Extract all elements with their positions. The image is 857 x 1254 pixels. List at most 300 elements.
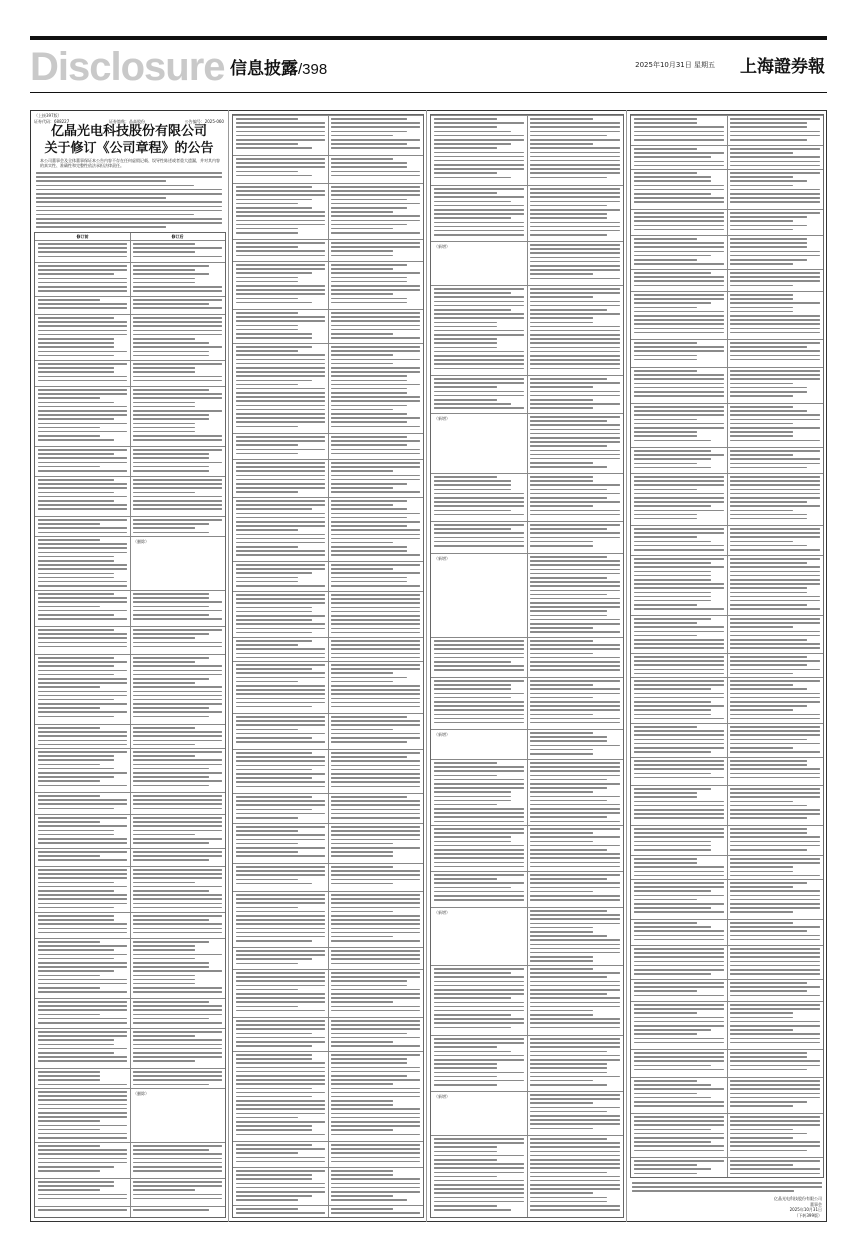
text-line	[236, 1129, 312, 1131]
text-line	[634, 378, 724, 380]
text-line	[331, 741, 407, 743]
text-line	[730, 777, 820, 779]
text-line	[331, 166, 407, 168]
text-line	[634, 1141, 711, 1143]
text-line	[530, 569, 620, 571]
text-line	[530, 997, 620, 999]
text-line	[133, 299, 222, 301]
text-line	[434, 821, 524, 823]
text-line	[331, 619, 420, 621]
text-line	[331, 436, 407, 438]
table-row	[35, 1142, 225, 1178]
text-line	[133, 834, 195, 836]
text-line	[730, 276, 820, 278]
text-line	[530, 960, 593, 962]
cell-before	[236, 242, 325, 259]
text-line	[236, 211, 325, 213]
text-line	[634, 311, 724, 313]
text-line	[133, 449, 222, 451]
text-line	[236, 936, 325, 938]
text-line	[730, 948, 820, 950]
text-line	[730, 926, 820, 928]
cell-after	[133, 817, 222, 846]
text-line	[530, 172, 620, 174]
cell-before	[634, 1080, 724, 1109]
text-line	[434, 997, 511, 999]
text-line	[331, 724, 420, 726]
text-line	[634, 583, 724, 585]
text-line	[434, 196, 524, 198]
text-line	[38, 661, 127, 663]
text-line	[530, 891, 593, 893]
text-line	[530, 305, 620, 307]
cell-before	[38, 629, 127, 650]
text-line	[434, 669, 524, 671]
text-line	[434, 226, 524, 228]
text-line	[530, 493, 620, 495]
text-line	[331, 175, 420, 177]
table-row	[631, 235, 823, 269]
text-line	[331, 207, 407, 209]
cell-after	[331, 462, 420, 496]
text-line	[133, 898, 222, 900]
text-line	[730, 982, 807, 984]
text-line	[331, 220, 420, 222]
text-line	[730, 809, 820, 811]
text-line	[530, 292, 620, 294]
text-line	[236, 653, 325, 655]
text-line	[236, 830, 298, 832]
text-line	[730, 743, 820, 745]
text-line	[434, 684, 511, 686]
text-line	[236, 363, 325, 365]
announcement-title: 关于修订《公司章程》的公告	[44, 141, 214, 156]
table-row	[233, 637, 423, 661]
cell-before	[634, 342, 724, 363]
text-line	[634, 454, 724, 456]
date: 2025年10月31日	[635, 61, 692, 69]
cell-after	[133, 851, 222, 864]
text-line	[730, 280, 820, 282]
text-line	[530, 122, 620, 124]
text-line	[730, 514, 807, 516]
text-line	[236, 950, 325, 952]
column-divider	[626, 110, 627, 1222]
table-row	[35, 1178, 225, 1206]
text-line	[730, 618, 820, 620]
text-line	[730, 862, 820, 864]
cell-before	[434, 524, 524, 549]
text-line	[38, 519, 127, 521]
text-line	[434, 693, 524, 695]
text-line	[530, 895, 620, 897]
text-line	[434, 168, 524, 170]
cell-before	[634, 558, 724, 612]
text-line	[730, 1038, 820, 1040]
text-line	[133, 919, 209, 921]
text-line	[236, 997, 325, 999]
text-line	[434, 968, 524, 970]
text-line	[236, 685, 325, 687]
text-line	[133, 657, 209, 659]
text-line	[434, 1014, 511, 1016]
text-line	[634, 709, 711, 711]
text-line	[133, 527, 195, 529]
text-line	[236, 466, 325, 468]
text-line	[530, 779, 607, 781]
cell-after	[530, 1038, 620, 1088]
text-line	[236, 804, 325, 806]
text-line	[331, 594, 420, 596]
text-line	[133, 825, 222, 827]
text-line	[730, 788, 820, 790]
continued-note: （上接397版）	[34, 113, 62, 118]
text-line	[236, 826, 325, 828]
text-line	[236, 220, 325, 222]
text-line	[530, 222, 620, 224]
text-line	[434, 1176, 497, 1178]
text-line	[133, 363, 222, 365]
text-line	[236, 199, 312, 201]
text-line	[331, 491, 420, 493]
text-line	[331, 611, 420, 613]
text-line	[530, 156, 620, 158]
text-line	[236, 277, 298, 279]
text-line	[133, 842, 209, 844]
text-line	[434, 661, 511, 663]
text-line	[236, 657, 325, 659]
text-line	[530, 816, 607, 818]
cell-after	[730, 406, 820, 444]
text-line	[434, 1172, 524, 1174]
text-line	[634, 238, 697, 240]
text-line	[133, 1052, 222, 1054]
text-line	[331, 388, 407, 390]
text-line	[331, 409, 393, 411]
text-line	[331, 843, 393, 845]
text-line	[133, 759, 222, 761]
text-line	[236, 405, 325, 407]
text-line	[236, 329, 298, 331]
table-row	[35, 848, 225, 866]
text-line	[634, 809, 724, 811]
cell-before	[236, 894, 325, 944]
text-line	[133, 508, 222, 510]
cell-before	[634, 1004, 724, 1046]
cell-before	[236, 640, 325, 661]
text-line	[38, 629, 114, 631]
cell-before	[634, 476, 724, 522]
text-line	[331, 444, 407, 446]
text-line	[434, 177, 511, 179]
text-line	[133, 776, 209, 778]
text-line	[730, 135, 820, 137]
text-line	[730, 251, 820, 253]
text-line	[38, 987, 100, 989]
text-line	[331, 470, 393, 472]
text-line	[530, 1197, 607, 1199]
text-line	[530, 1046, 620, 1048]
text-line	[530, 1128, 593, 1130]
text-line	[530, 910, 607, 912]
text-line	[634, 788, 711, 790]
text-line	[434, 532, 524, 534]
text-line	[331, 716, 407, 718]
text-line	[133, 338, 195, 340]
text-line	[36, 226, 166, 228]
text-line	[634, 532, 724, 534]
text-line	[530, 213, 607, 215]
text-line	[730, 328, 820, 330]
table-row	[631, 879, 823, 919]
text-line	[331, 1129, 393, 1131]
text-line	[331, 809, 420, 811]
text-line	[634, 726, 697, 728]
text-line	[133, 325, 222, 327]
cell-after	[730, 828, 820, 853]
text-line	[634, 796, 697, 798]
text-line	[38, 716, 114, 718]
text-line	[331, 668, 420, 670]
text-line	[634, 890, 711, 892]
text-line	[634, 180, 711, 182]
text-line	[38, 991, 127, 993]
text-line	[634, 817, 724, 819]
table-row	[35, 262, 225, 296]
text-line	[530, 505, 593, 507]
text-line	[331, 928, 420, 930]
text-line	[331, 706, 420, 708]
text-line	[530, 177, 607, 179]
text-line	[530, 480, 593, 482]
text-line	[434, 779, 524, 781]
text-line	[634, 982, 724, 984]
text-line	[133, 894, 222, 896]
text-line	[236, 421, 325, 423]
table-row	[233, 115, 423, 155]
cell-before	[634, 238, 724, 267]
text-line	[434, 382, 524, 384]
table-row	[631, 1077, 823, 1113]
cell-before	[38, 657, 127, 720]
text-line	[634, 697, 724, 699]
text-line	[434, 1010, 524, 1012]
text-line	[133, 1170, 222, 1172]
text-line	[730, 242, 807, 244]
text-line	[530, 1192, 593, 1194]
text-line	[634, 545, 724, 547]
text-line	[236, 985, 325, 987]
text-line	[634, 476, 724, 478]
cell-after	[730, 148, 820, 169]
text-line	[133, 744, 195, 746]
cell-after	[730, 528, 820, 553]
text-line	[236, 255, 325, 257]
cell-before	[38, 363, 127, 384]
text-line	[634, 626, 724, 628]
text-line	[38, 1120, 100, 1122]
text-line	[530, 363, 620, 365]
text-line	[730, 156, 820, 158]
text-line	[133, 307, 222, 309]
cell-after	[730, 450, 820, 471]
text-line	[331, 405, 407, 407]
text-line	[434, 545, 524, 547]
cell-after	[530, 524, 620, 549]
text-line	[530, 989, 620, 991]
cell-after	[331, 866, 420, 887]
text-line	[38, 838, 127, 840]
text-line	[38, 1052, 114, 1054]
text-line	[236, 664, 325, 666]
text-line	[730, 176, 793, 178]
text-line	[38, 504, 127, 506]
text-line	[530, 762, 620, 764]
text-line	[236, 400, 325, 402]
text-line	[634, 647, 724, 649]
text-line	[730, 961, 820, 963]
table-row	[431, 521, 623, 553]
text-line	[331, 542, 393, 544]
text-line	[530, 313, 620, 315]
text-line	[236, 449, 325, 451]
text-line	[133, 890, 209, 892]
cell-before	[634, 450, 724, 471]
text-line	[730, 1160, 820, 1162]
text-line	[530, 196, 620, 198]
text-line	[730, 828, 807, 830]
text-line	[38, 915, 114, 917]
text-line	[38, 1149, 127, 1151]
text-line	[634, 986, 724, 988]
table-row	[631, 525, 823, 555]
text-line	[730, 172, 820, 174]
cell-after	[331, 1208, 420, 1216]
cell-before	[434, 968, 524, 1031]
text-line	[530, 701, 620, 703]
cell-after	[331, 564, 420, 589]
text-line	[38, 560, 114, 562]
text-line	[236, 350, 298, 352]
cell-before	[236, 312, 325, 341]
text-line	[530, 948, 620, 950]
text-line	[434, 1205, 497, 1207]
text-line	[236, 272, 312, 274]
text-line	[730, 890, 820, 892]
cell-after	[133, 243, 222, 260]
cell-before	[38, 1091, 127, 1141]
text-line	[236, 847, 325, 849]
text-line	[331, 1208, 393, 1210]
text-line	[434, 363, 524, 365]
text-line	[38, 699, 114, 701]
text-line	[530, 309, 607, 311]
text-line	[331, 1092, 420, 1094]
text-line	[133, 915, 222, 917]
text-line	[730, 131, 820, 133]
text-line	[38, 1189, 100, 1191]
text-line	[530, 736, 607, 738]
text-line	[331, 359, 420, 361]
text-line	[530, 709, 620, 711]
text-line	[434, 989, 524, 991]
text-line	[38, 573, 114, 575]
text-line	[530, 257, 620, 259]
text-line	[236, 312, 298, 314]
section-word: Disclosure	[30, 45, 225, 89]
text-line	[331, 272, 420, 274]
table-row	[631, 169, 823, 209]
text-line	[730, 1120, 820, 1122]
text-line	[730, 1033, 820, 1035]
text-line	[730, 631, 820, 633]
text-line	[38, 321, 127, 323]
text-line	[730, 656, 807, 658]
text-line	[434, 882, 524, 884]
text-line	[434, 722, 524, 724]
text-line	[38, 418, 114, 420]
added-tag: （新增）	[434, 416, 450, 421]
text-line	[730, 622, 820, 624]
text-line	[434, 351, 524, 353]
text-line	[236, 855, 325, 857]
text-line	[331, 879, 420, 881]
text-line	[331, 689, 420, 691]
text-line	[331, 487, 393, 489]
text-line	[38, 371, 114, 373]
text-line	[634, 484, 724, 486]
text-line	[36, 197, 166, 199]
text-line	[730, 355, 820, 357]
text-line	[730, 764, 807, 766]
text-line	[634, 1116, 724, 1118]
text-line	[634, 701, 711, 703]
masthead-rule	[30, 92, 827, 93]
text-line	[730, 435, 793, 437]
text-line	[530, 740, 607, 742]
text-line	[434, 1063, 497, 1065]
text-line	[434, 164, 524, 166]
cell-before	[236, 186, 325, 236]
table-row	[431, 473, 623, 521]
text-line	[236, 760, 325, 762]
text-line	[730, 220, 793, 222]
text-line	[38, 273, 114, 275]
text-line	[38, 907, 114, 909]
cell-before	[38, 1145, 127, 1174]
text-line	[634, 907, 711, 909]
text-line	[331, 135, 393, 137]
text-line	[730, 152, 793, 154]
cell-before	[434, 910, 524, 916]
cell-before	[634, 172, 724, 206]
text-line	[331, 440, 420, 442]
column-divider	[426, 110, 427, 1222]
dateline	[635, 60, 715, 70]
text-line	[331, 302, 407, 304]
text-line	[133, 466, 209, 468]
text-line	[530, 252, 620, 254]
text-line	[236, 781, 325, 783]
text-line	[38, 932, 127, 934]
text-line	[634, 131, 724, 133]
cell-before	[38, 265, 127, 294]
text-line	[133, 247, 222, 249]
text-line	[236, 281, 298, 283]
cell-after	[530, 378, 620, 412]
text-line	[331, 693, 420, 695]
text-line	[331, 1144, 420, 1146]
